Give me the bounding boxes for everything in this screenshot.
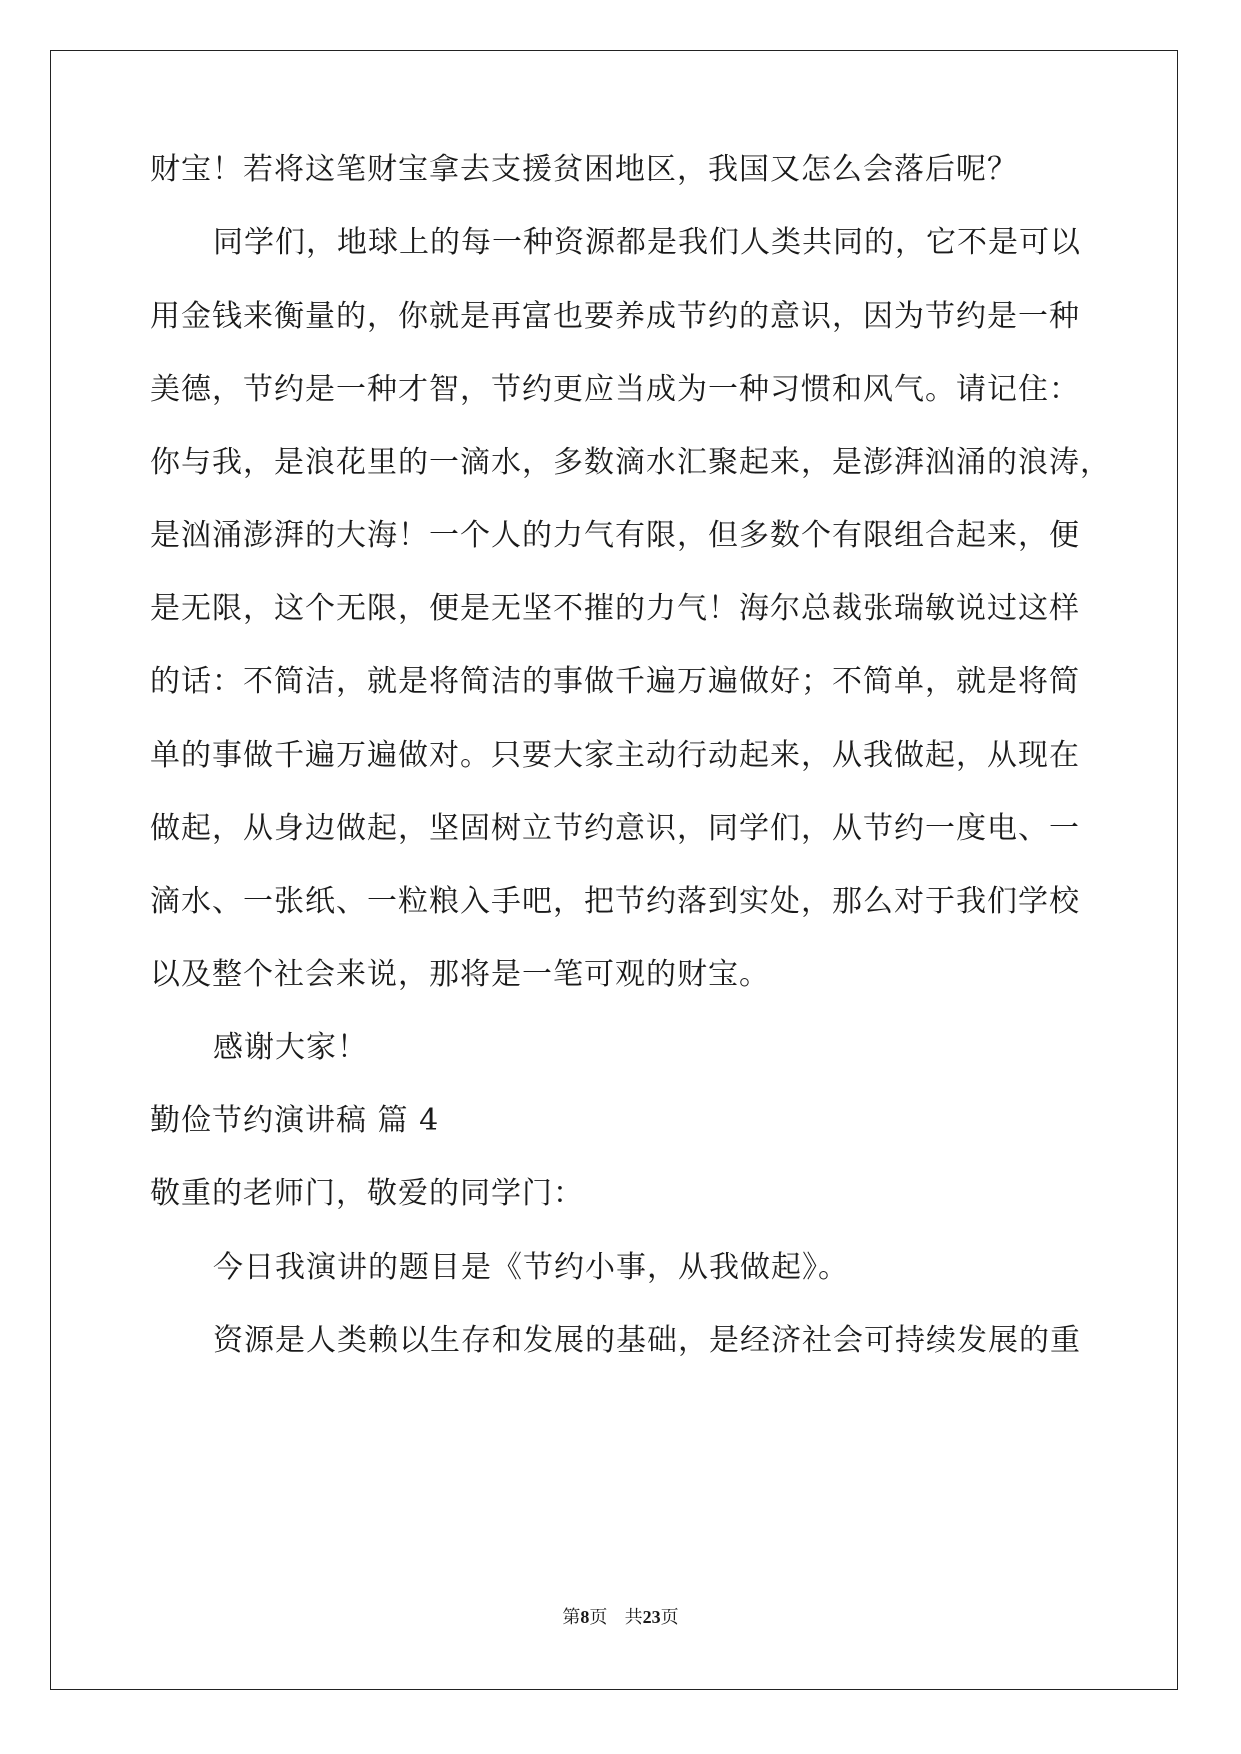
footer-page-prefix: 第 [562, 1607, 581, 1628]
salutation: 敬重的老师门，敬爱的同学门： [150, 1176, 584, 1211]
footer-total-number: 23 [642, 1607, 661, 1627]
page-footer [0, 1606, 1241, 1629]
text-line-11: 滴水、一张纸、一粒粮入手吧，把节约落到实处，那么对于我们学校 [150, 884, 1080, 919]
text-line-16: 今日我演讲的题目是《节约小事，从我做起》。 [213, 1250, 849, 1285]
text-line-17: 资源是人类赖以生存和发展的基础，是经济社会可持续发展的重 [213, 1323, 1081, 1358]
text-line-4: 美德，节约是一种才智，节约更应当成为一种习惯和风气。请记住： [150, 372, 1080, 407]
footer-total-prefix: 共 [624, 1607, 643, 1628]
footer-page-suffix: 页 [589, 1607, 608, 1628]
text-line-3: 用金钱来衡量的，你就是再富也要养成节约的意识，因为节约是一种 [150, 299, 1080, 334]
text-line-5: 你与我，是浪花里的一滴水，多数滴水汇聚起来，是澎湃汹涌的浪涛， [150, 445, 1111, 480]
closing-thanks: 感谢大家！ [213, 1030, 368, 1065]
text-line-7: 是无限，这个无限，便是无坚不摧的力气！海尔总裁张瑞敏说过这样 [150, 591, 1080, 626]
section-heading: 勤俭节约演讲稿 篇 4 [150, 1103, 440, 1138]
text-line-6: 是汹涌澎湃的大海！一个人的力气有限，但多数个有限组合起来，便 [150, 518, 1080, 553]
text-line-9: 单的事做千遍万遍做对。只要大家主动行动起来，从我做起，从现在 [150, 738, 1080, 773]
footer-page-number: 8 [580, 1607, 590, 1627]
text-line-2: 同学们，地球上的每一种资源都是我们人类共同的，它不是可以 [213, 225, 1081, 260]
text-line-12: 以及整个社会来说，那将是一笔可观的财宝。 [150, 957, 770, 992]
text-line-10: 做起，从身边做起，坚固树立节约意识，同学们，从节约一度电、一 [150, 811, 1080, 846]
page-frame [50, 50, 1178, 1690]
text-line-1: 财宝！若将这笔财宝拿去支援贫困地区，我国又怎么会落后呢？ [150, 152, 1018, 187]
footer-total-suffix: 页 [660, 1607, 679, 1628]
text-line-8: 的话：不简洁，就是将简洁的事做千遍万遍做好；不简单，就是将简 [150, 664, 1080, 699]
